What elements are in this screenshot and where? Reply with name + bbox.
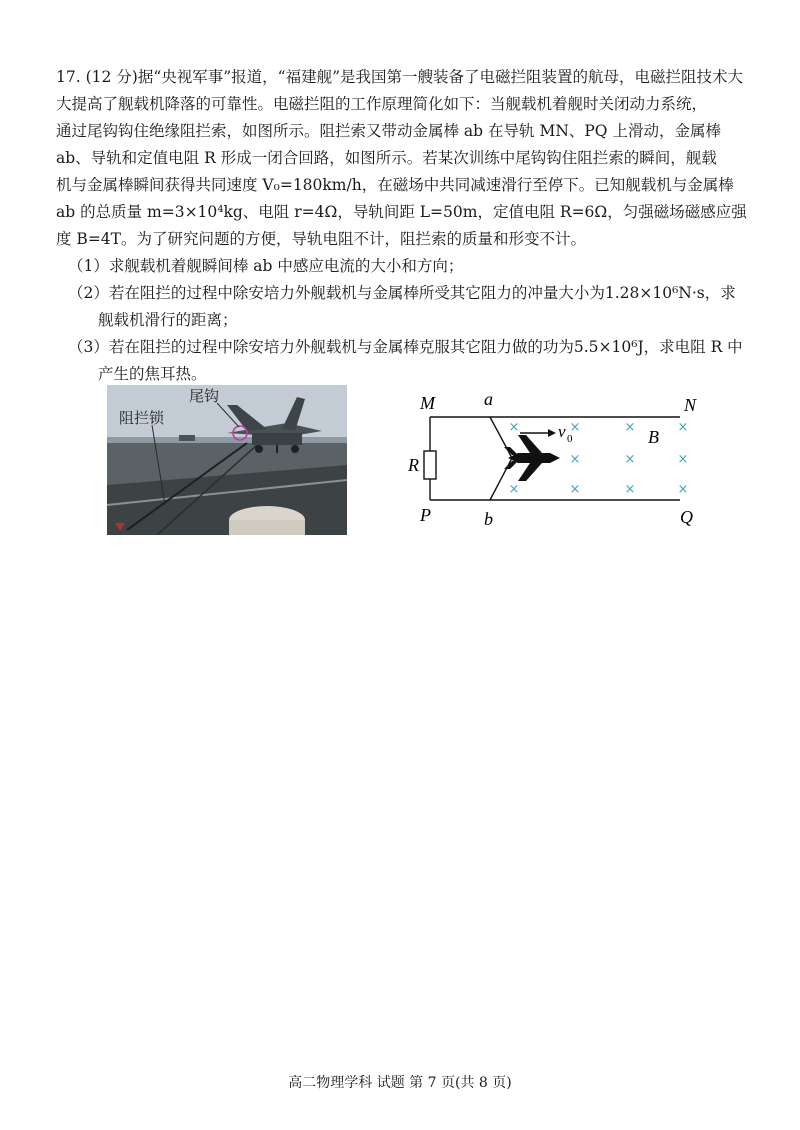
field-cross-mark: × <box>569 420 581 435</box>
arresting-cable-label: 阻拦锁 <box>119 409 165 427</box>
tail-hook-label: 尾钩 <box>189 387 220 405</box>
field-cross-mark: × <box>677 482 689 497</box>
problem-17 <box>56 64 756 388</box>
problem-intro-line: 度 B=4T。为了研究问题的方便，导轨电阻不计，阻拦索的质量和形变不计。 <box>56 230 587 248</box>
velocity-arrowhead <box>548 429 556 437</box>
problem-intro-line: 17. (12 分)据“央视军事”报道，“福建舰”是我国第一艘装备了电磁拦阻装置的航母，电磁拦阻技术大 <box>56 68 744 86</box>
problem-intro-line: ab、导轨和定值电阻 R 形成一闭合回路，如图所示。若某次训练中尾钩钩住阻拦索的瞬间，舰载 <box>56 149 717 167</box>
field-cross-mark: × <box>569 482 581 497</box>
label-R: R <box>408 455 419 475</box>
field-cross-mark: × <box>624 482 636 497</box>
label-M: M <box>420 393 435 413</box>
problem-intro-line: ab 的总质量 m=3×10⁴kg、电阻 r=4Ω，导轨间距 L=50m，定值电阻 R=6Ω，匀强磁场磁感应强 <box>56 203 747 221</box>
label-Q: Q <box>680 507 693 527</box>
question-1: （1）求舰载机着舰瞬间棒 ab 中感应电流的大小和方向； <box>68 257 464 275</box>
problem-intro-line: 通过尾钩钩住绝缘阻拦索，如图所示。阻拦索又带动金属棒 ab 在导轨 MN、PQ 上滑动，金属棒 <box>56 122 721 140</box>
question-3-line2: 产生的焦耳热。 <box>98 365 207 383</box>
question-2-line1: （2）若在阻拦的过程中除安培力外舰载机与金属棒所受其它阻力的冲量大小为1.28×10⁶N·s，求 <box>68 284 736 302</box>
label-v: v <box>558 422 566 441</box>
label-N: N <box>684 395 697 415</box>
field-cross-mark: × <box>508 420 520 435</box>
field-cross-mark: × <box>508 482 520 497</box>
field-cross-mark: × <box>677 452 689 467</box>
question-3-line1: （3）若在阻拦的过程中除安培力外舰载机与金属棒克服其它阻力做的功为5.5×10⁶J，求电阻 R 中 <box>68 338 743 356</box>
rail-circuit-diagram <box>400 385 730 535</box>
question-2-line2: 舰载机滑行的距离； <box>98 311 238 329</box>
problem-intro-line: 大提高了舰载机降落的可靠性。电磁拦阻的工作原理简化如下：当舰载机着舰时关闭动力系统， <box>56 95 708 113</box>
label-v-subscript: 0 <box>567 433 573 445</box>
resistor-R <box>424 451 436 479</box>
field-cross-mark: × <box>569 452 581 467</box>
page-footer: 高二物理学科 试题 第 7 页(共 8 页) <box>288 1075 512 1091</box>
label-B: B <box>648 427 659 447</box>
field-cross-mark: × <box>677 420 689 435</box>
field-cross-mark: × <box>624 452 636 467</box>
problem-intro-line: 机与金属棒瞬间获得共同速度 V₀=180km/h，在磁场中共同减速滑行至停下。已知舰载机与金属棒 <box>56 176 734 194</box>
label-b: b <box>484 509 493 529</box>
field-cross-mark: × <box>624 420 636 435</box>
label-a: a <box>484 389 493 409</box>
label-P: P <box>420 505 431 525</box>
aircraft-icon <box>504 435 560 481</box>
carrier-landing-photo <box>107 385 347 535</box>
